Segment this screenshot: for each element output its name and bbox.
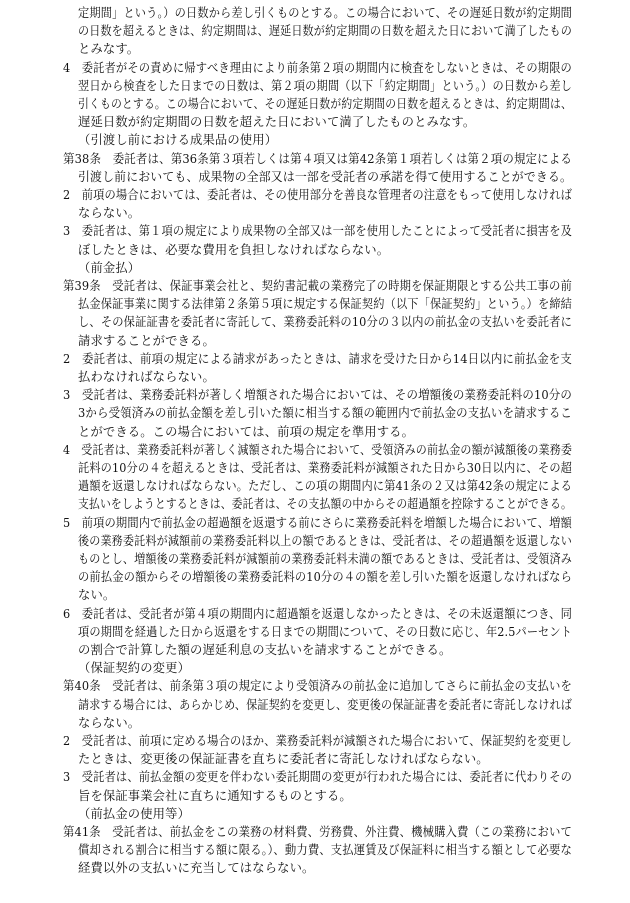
section-heading: （前金払） xyxy=(78,260,141,275)
text-line: 3 受託者は、前払金額の変更を伴わない委託期間の変更が行われた場合には、委託者に代わりその xyxy=(63,770,573,785)
text-line: ない。 xyxy=(78,588,116,603)
text-line: 第38条 委託者は、第36条第３項若しくは第４項又は第42条第１項若しくは第２項の規定による xyxy=(63,151,572,166)
text-line: 2 前項の場合においては、委託者は、その使用部分を善良な管理者の注意をもって使用しなければ xyxy=(63,188,573,202)
text-line: 請求することができる。 xyxy=(78,333,215,348)
text-line: 過額を返還しなければならない。ただし、この項の期間内に第41条の２又は第42条の規定による xyxy=(78,479,573,494)
text-line: 3 委託者は、第１項の規定により成果物の全部又は一部を使用したことによって受託者に損害を及 xyxy=(63,224,573,239)
text-line: ものとし、増額後の業務委託料が減額前の業務委託料未満の額であるときは、受託者は、受領済み xyxy=(78,552,572,566)
text-line: の前払金の額からその増額後の業務委託料の10分の４の額を差し引いた額を返還しなければなら xyxy=(78,570,573,585)
text-line: とみなす。 xyxy=(78,42,140,57)
text-line: 4 受託者は、業務委託料が著しく減額された場合において、受領済みの前払金の額が減額後の業務委 xyxy=(63,442,573,457)
section-heading: （保証契約の変更） xyxy=(78,661,191,676)
text-line: 請求する場合には、あらかじめ、保証契約を変更し、変更後の保証証書を委託者に寄託しなければ xyxy=(78,697,573,712)
text-line: たときは、変更後の保証証書を直ちに委託者に寄託しなければならない。 xyxy=(78,752,489,767)
text-line: の割合で計算した額の遅延利息の支払いを請求することができる。 xyxy=(78,643,452,657)
text-line: 2 受託者は、前項に定める場合のほか、業務委託料が減額された場合において、保証契約を変更し xyxy=(63,734,572,748)
text-line: 遅延日数が約定期間の日数を超えた日において満了したものとみなす。 xyxy=(78,115,476,130)
text-line: 経費以外の支払いに充当してはならない。 xyxy=(78,861,315,876)
text-line: 払わなければならない。 xyxy=(78,370,215,384)
text-line: 6 委託者は、受託者が第４項の期間内に超過額を返還しなかったときは、その未返還額につき、同 xyxy=(63,606,573,621)
text-line: 翌日から検査をした日までの日数は、第２項の期間（以下「約定期間」という。）の日数から差し xyxy=(78,78,573,93)
text-line: 3から受領済みの前払金額を差し引いた額に相当する額の範囲内で前払金の支払いを請求するこ xyxy=(78,406,573,421)
text-line: 託料の10分の４を超えるときは、受託者は、業務委託料が減額された日から30日以内に、その超 xyxy=(78,461,573,475)
text-line: ならない。 xyxy=(78,206,141,221)
text-line: 引くものとする。この場合において、その遅延日数が約定期間の日数を超えるときは、約定期間は、 xyxy=(78,97,572,111)
text-line: 引渡し前においても、成果物の全部又は一部を受託者の承諾を得て使用することができる。 xyxy=(78,169,572,184)
text-line: 払金保証事業に関する法律第２条第５項に規定する保証契約（以下「保証契約」という。）を締結 xyxy=(78,297,573,312)
text-line: ぼしたときは、必要な費用を負担しなければならない。 xyxy=(78,242,390,257)
text-line: 3 受託者は、業務委託料が著しく増額された場合においては、その増額後の業務委託料の10分の xyxy=(63,388,572,403)
text-line: 5 前項の期間内で前払金の超過額を返還する前にさらに業務委託料を増額した場合において、増額 xyxy=(63,515,572,530)
text-line: 第39条 受託者は、保証事業会社と、契約書記載の業務完了の時期を保証期限とする公共工事の前 xyxy=(63,279,573,293)
text-line: 2 委託者は、前項の規定による請求があったときは、請求を受けた日から14日以内に前払金を支 xyxy=(63,351,572,366)
section-heading: （引渡し前における成果品の使用） xyxy=(78,133,278,148)
text-line: 定期間」という。）の日数から差し引くものとする。この場合において、その遅延日数が約定期間 xyxy=(78,6,572,20)
text-line: 旨を保証事業会社に直ちに通知するものとする。 xyxy=(78,788,352,803)
text-line: 償却される割合に相当する額に限る。）、動力費、支払運賃及び保証料に相当する額として必要な xyxy=(78,843,572,858)
text-line: ならない。 xyxy=(78,715,141,730)
text-line: とができる。この場合においては、前項の規定を準用する。 xyxy=(78,424,415,439)
text-line: し、その保証証書を委託者に寄託して、業務委託料の10分の３以内の前払金の支払いを委託者に xyxy=(78,315,573,330)
text-line: 第41条 受託者は、前払金をこの業務の材料費、労務費、外注費、機械購入費（この業務において xyxy=(63,825,573,839)
text-line: 項の期間を経過した日から返還をする日までの期間について、その日数に応じ、年2.5パーセント xyxy=(78,624,573,639)
section-heading: （前払金の使用等） xyxy=(78,806,191,821)
text-line: 後の業務委託料が減額前の業務委託料以上の額であるときは、受託者は、その超過額を返還しない xyxy=(78,533,572,548)
text-line: 支払いをしようとするときは、委託者は、その支払額の中からその超過額を控除することができる。 xyxy=(78,497,572,512)
text-line: 第40条 受託者は、前条第３項の規定により受領済みの前払金に追加してさらに前払金の支払いを xyxy=(63,679,573,694)
text-line: 4 委託者がその責めに帰すべき理由により前条第２項の期間内に検査をしないときは、その期限の xyxy=(63,60,572,75)
text-line: の日数を超えるときは、約定期間は、遅延日数が約定期間の日数を超えた日において満了したもの xyxy=(78,24,572,39)
